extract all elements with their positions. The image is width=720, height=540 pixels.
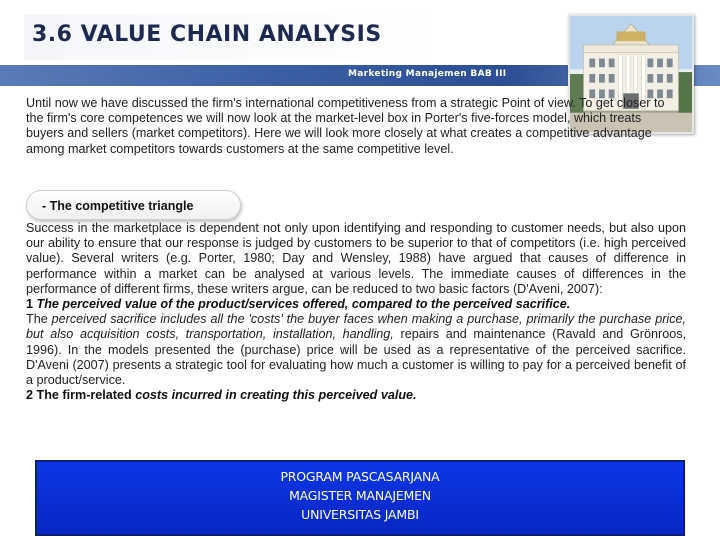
- header-subtitle: Marketing Manajemen BAB III: [348, 69, 507, 79]
- paragraph-sacrifice: [26, 312, 686, 388]
- point-2-text-a: The firm-related: [36, 388, 132, 403]
- footer-line-2: MAGISTER MANAJEMEN: [289, 488, 431, 503]
- point-2: [26, 388, 686, 403]
- point-1-number: 1: [26, 297, 34, 312]
- footer-institution: [35, 460, 685, 536]
- sacrifice-lead: The: [26, 312, 48, 327]
- sacrifice-rest: repairs and maintenance (Ravald and Grönroos, 1996). In the models presented the (purchase) price will be used as a representative of the perceived sacrifice. D'Aveni (2007) presents a strategic tool for evaluating how much a customer is willing to pay for a perceived benefit of a product/service.: [26, 327, 687, 388]
- point-1: [26, 297, 686, 312]
- body-content: [26, 221, 686, 403]
- section-label: - The competitive triangle: [26, 190, 241, 220]
- point-2-number: 2: [26, 388, 34, 403]
- sacrifice-italic: perceived sacrifice includes all the 'costs' the buyer faces when making a purchase, primarily the purchase price, but also acquisition costs, transportation, installation, handling,: [26, 312, 686, 342]
- footer-line-3: UNIVERSITAS JAMBI: [301, 507, 419, 522]
- page-title: 3.6 VALUE CHAIN ANALYSIS: [32, 22, 382, 47]
- paragraph-success: Success in the marketplace is dependent not only upon identifying and responding to customer needs, but also upon our ability to ensure that our response is judged by customers to be superior to that of competitors (i.e. high perceived value). Several writers (e.g. Porter, 1980; Day and Wensley, 1988) have argued that causes of difference in performance within a market can be analysed at various levels. The immediate causes of differences in the performance of different firms, these writers argue, can be reduced to two basic factors (D'Aveni, 2007):: [26, 221, 686, 296]
- footer-line-1: PROGRAM PASCASARJANA: [280, 469, 440, 484]
- point-1-text: The perceived value of the product/services offered, compared to the perceived sacrifice.: [36, 297, 571, 312]
- intro-paragraph: Until now we have discussed the firm's international competitiveness from a strategic Point of view. To get closer to the firm's core competences we will now look at the market-level box in Porter's five-forces model, which treats buyers and sellers (market competitors). Here we will look more closely at what creates a competitive advantage among market competitors towards customers at the same competitive level.: [26, 96, 665, 156]
- point-2-text-b: costs incurred in creating this perceived value.: [135, 388, 417, 403]
